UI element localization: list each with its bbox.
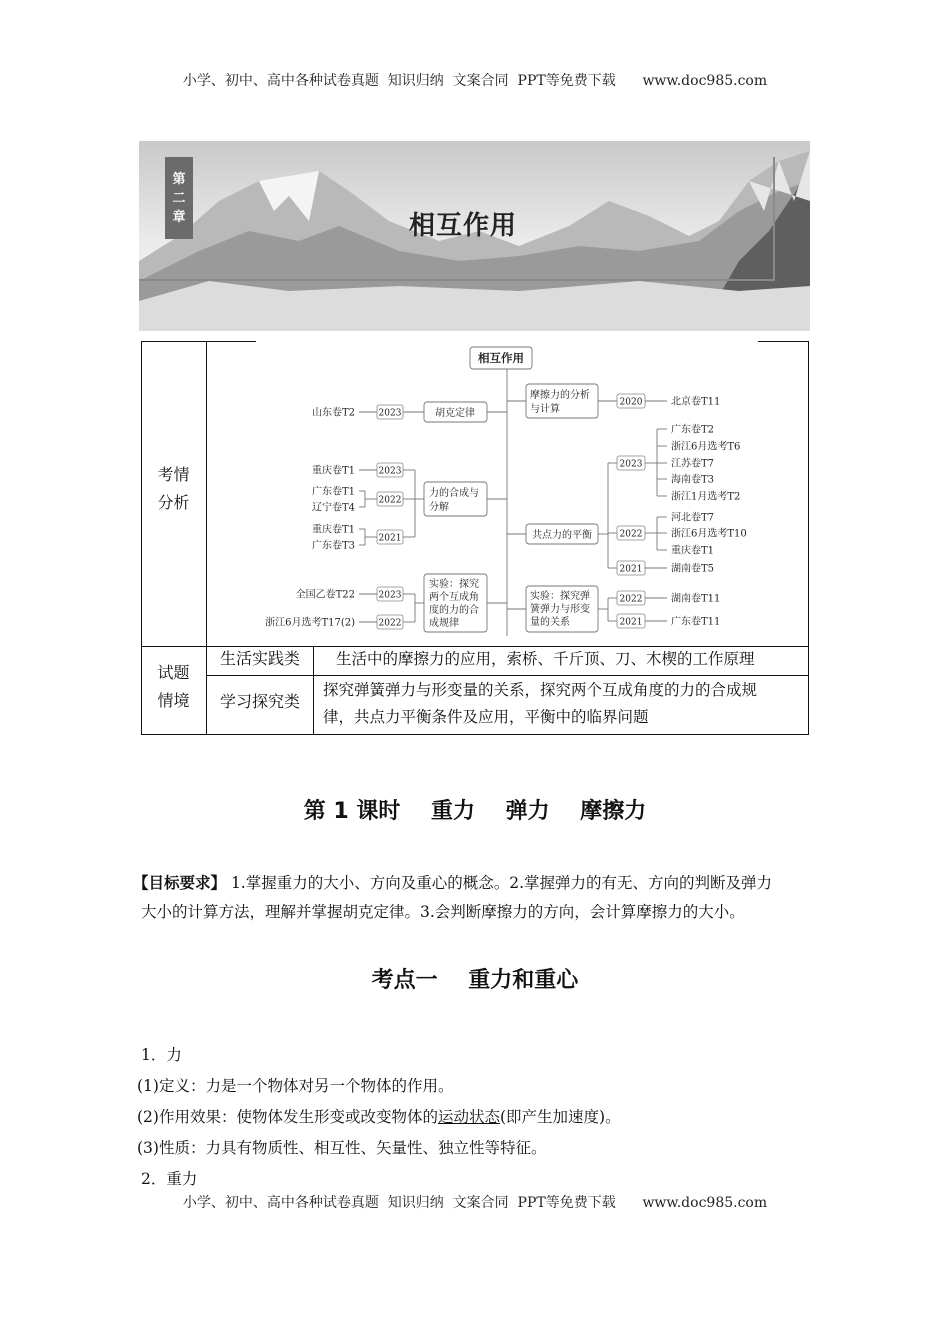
label-line: 情境 bbox=[157, 691, 190, 710]
source-text: 山东卷T2 bbox=[311, 407, 355, 419]
overview-table bbox=[141, 341, 809, 735]
source-text: 浙江6月选考T10 bbox=[671, 528, 747, 540]
key-point-title: 考点一 重力和重心 bbox=[371, 968, 579, 993]
source-text: 浙江6月选考T17(2) bbox=[265, 617, 355, 629]
source-text: 重庆卷T1 bbox=[311, 465, 355, 477]
page-footer: 小学、初中、高中各种试卷真题 知识归纳 文案合同 PPT等免费下载 www.doc985.com bbox=[182, 1195, 768, 1211]
force-effect-underlined: 运动状态 bbox=[437, 1108, 500, 1126]
chapter-char: 第 bbox=[172, 171, 186, 187]
source-text: 北京卷T11 bbox=[671, 396, 721, 408]
chapter-banner bbox=[139, 141, 810, 331]
label-life-practice: 生活实践类 bbox=[219, 649, 300, 668]
year-tag: 2022 bbox=[378, 495, 402, 506]
year-tag: 2021 bbox=[378, 533, 402, 544]
node-equilibrium-text: 共点力的平衡 bbox=[532, 530, 592, 541]
year-tag: 2023 bbox=[619, 459, 643, 470]
source-text: 浙江1月选考T2 bbox=[671, 491, 741, 503]
goal-line2: 大小的计算方法，理解并掌握胡克定律。3.会判断摩擦力的方向，会计算摩擦力的大小。 bbox=[141, 903, 745, 921]
year-tag: 2023 bbox=[378, 590, 402, 601]
force-effect bbox=[137, 1106, 621, 1128]
lesson-title: 第 1 课时 重力 弹力 摩擦力 bbox=[303, 799, 647, 824]
force-definition: (1)定义：力是一个物体对另一个物体的作用。 bbox=[137, 1077, 454, 1095]
year-tag: 2023 bbox=[378, 408, 402, 419]
source-text: 重庆卷T1 bbox=[671, 545, 715, 557]
force-nature: (3)性质：力具有物质性、相互性、矢量性、独立性等特征。 bbox=[137, 1139, 547, 1157]
goal-line1: 1.掌握重力的大小、方向及重心的概念。2.掌握弹力的有无、方向的判断及弹力 bbox=[226, 874, 773, 892]
source-text: 广东卷T2 bbox=[671, 424, 715, 436]
label-line: 分析 bbox=[157, 493, 190, 512]
goal-tag: 【目标要求】 bbox=[133, 874, 227, 892]
chapter-number-box bbox=[165, 157, 193, 239]
source-text: 广东卷T3 bbox=[311, 540, 355, 552]
year-tag: 2020 bbox=[619, 397, 643, 408]
node-hooke-text: 胡克定律 bbox=[435, 408, 475, 419]
knowledge-map bbox=[141, 341, 809, 646]
chapter-char: 二 bbox=[172, 190, 186, 206]
node-compose-text: 分解 bbox=[429, 502, 449, 513]
year-tag: 2021 bbox=[619, 617, 643, 628]
chapter-title: 相互作用 bbox=[409, 211, 518, 241]
page-header: 小学、初中、高中各种试卷真题 知识归纳 文案合同 PPT等免费下载 www.doc985.com bbox=[182, 73, 768, 89]
node-compose-text: 力的合成与 bbox=[429, 488, 479, 499]
map-root-text: 相互作用 bbox=[478, 351, 524, 365]
section-gravity: 2．重力 bbox=[141, 1170, 198, 1188]
label-context bbox=[141, 659, 206, 715]
section-force: 1．力 bbox=[141, 1046, 182, 1064]
chapter-char: 章 bbox=[172, 209, 186, 225]
source-text: 湖南卷T5 bbox=[671, 563, 715, 575]
node-friction-text: 摩擦力的分析 bbox=[530, 390, 590, 401]
node-experiment-text: 度的力的合 bbox=[429, 605, 479, 616]
source-text: 广东卷T11 bbox=[671, 616, 721, 628]
force-effect-text: (即产生加速度)。 bbox=[499, 1108, 621, 1126]
source-text: 辽宁卷T4 bbox=[311, 502, 355, 514]
source-text: 湖南卷T11 bbox=[671, 593, 721, 605]
node-spring-text: 簧弹力与形变 bbox=[530, 604, 590, 615]
source-text: 河北卷T7 bbox=[671, 512, 715, 524]
year-tag: 2022 bbox=[619, 529, 643, 540]
label-line: 试题 bbox=[157, 663, 190, 682]
source-text: 海南卷T3 bbox=[671, 474, 715, 486]
life-practice-text: 生活中的摩擦力的应用，索桥、千斤顶、刀、木楔的工作原理 bbox=[336, 650, 755, 668]
label-study-explore: 学习探究类 bbox=[219, 692, 300, 711]
year-tag: 2021 bbox=[619, 564, 643, 575]
source-text: 广东卷T1 bbox=[311, 486, 355, 498]
node-experiment-text: 实验：探究 bbox=[429, 579, 479, 590]
label-line: 考情 bbox=[157, 465, 190, 484]
study-explore-text-line1: 探究弹簧弹力与形变量的关系，探究两个互成角度的力的合成规 bbox=[323, 681, 758, 699]
node-experiment-text: 成规律 bbox=[429, 618, 459, 629]
node-experiment-text: 两个互成角 bbox=[429, 592, 479, 603]
source-text: 全国乙卷T22 bbox=[295, 589, 355, 601]
node-spring-text: 量的关系 bbox=[530, 617, 570, 628]
source-text: 浙江6月选考T6 bbox=[671, 441, 741, 453]
learning-goals bbox=[133, 869, 823, 927]
year-tag: 2022 bbox=[619, 594, 643, 605]
node-spring-text: 实验：探究弹 bbox=[530, 591, 590, 602]
source-text: 江苏卷T7 bbox=[671, 458, 715, 470]
year-tag: 2023 bbox=[378, 466, 402, 477]
year-tag: 2022 bbox=[378, 618, 402, 629]
node-friction-text: 与计算 bbox=[530, 404, 560, 415]
source-text: 重庆卷T1 bbox=[311, 524, 355, 536]
force-effect-text: (2)作用效果：使物体发生形变或改变物体的 bbox=[137, 1108, 438, 1126]
study-explore-text-line2: 律，共点力平衡条件及应用，平衡中的临界问题 bbox=[323, 708, 649, 726]
